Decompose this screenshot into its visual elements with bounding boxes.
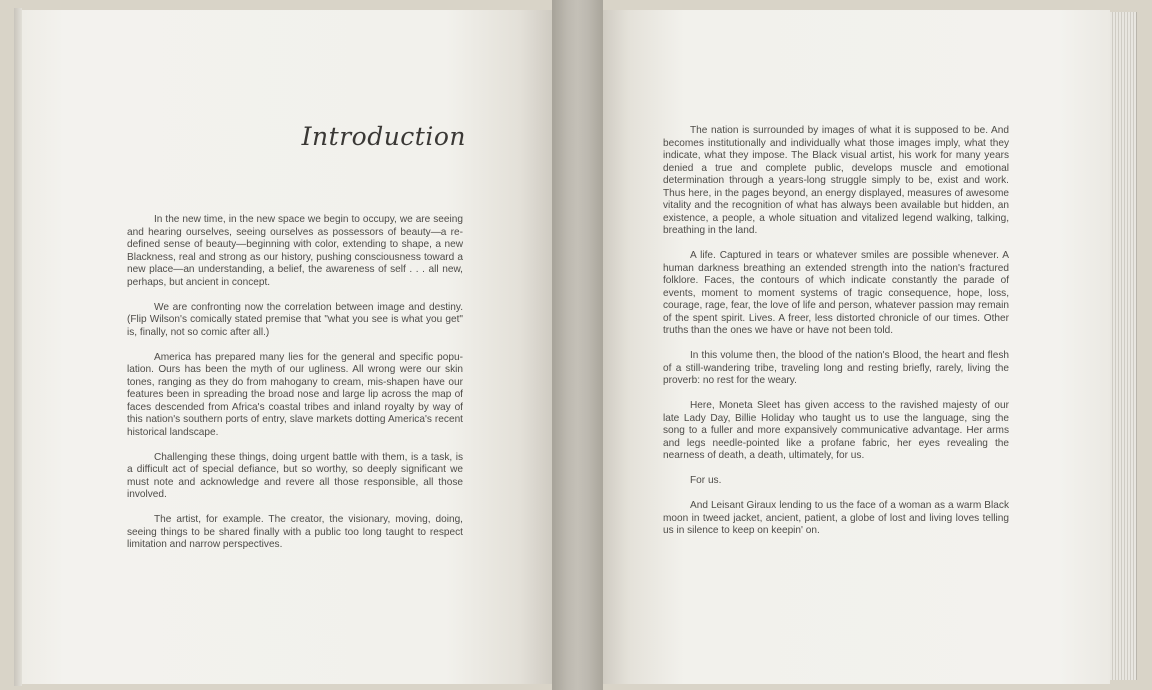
page-edge-stack (1110, 12, 1137, 680)
paragraph: In the new time, in the new space we begin to occupy, we are seeing and hearing ourselves, seeing ourselves as possessors of beauty—a re-defined sense of beauty—beginning with color, extending to shape, a new Blackness, real and strong as our history, pushing consciousness toward a new place—an understanding, a belief, the awareness of self . . . all new, perhaps, but ancient in concept. (127, 214, 463, 288)
left-page-edge (14, 8, 22, 686)
page-title: Introduction (301, 122, 466, 151)
paragraph: And Leisant Giraux lending to us the face of a woman as a warm Black moon in tweed jacket, ancient, patient, a globe of lost and living loves telling us in silence to keep on keepin' on. (663, 500, 1009, 536)
book-gutter (552, 0, 603, 690)
paragraph: In this volume then, the blood of the nation's Blood, the heart and flesh of a still-wandering tribe, traveling long and resting briefly, rarely, living the proverb: no rest for the weary. (663, 350, 1009, 386)
paragraph: We are confronting now the correlation between image and destiny. (Flip Wilson's comically stated premise that "what you see is what you get" is, finally, not so comic after all.) (127, 301, 463, 338)
paragraph: Here, Moneta Sleet has given access to the ravished majesty of our late Lady Day, Billie Holiday who taught us to use the language, sing the song to a fuller and more expansively communicative advantage. Her arms and legs needle-pointed like a profane fabric, her eyes revealing the nearness of death, a death, ultimately, for us. (663, 400, 1009, 461)
left-page-text (127, 214, 463, 552)
paragraph: The artist, for example. The creator, the visionary, moving, doing, seeing things to be shared finally with a public too long taught to respect limitation and narrow perspectives. (127, 514, 463, 550)
paragraph: For us. (690, 475, 722, 486)
right-page-text (663, 125, 1009, 538)
paragraph: The nation is surrounded by images of what it is supposed to be. And becomes institutionally and individually what those images imply, what they indicate, what they impose. The Black visual artist, his work for many years denied a true and complete public, develops muscle and emotional determination through a years-long struggle simply to be, exist and work. Thus here, in the pages beyond, an energy displayed, measures of awesome vitality and the recognition of what has always been available but hidden, an existence, a people, a whole situation and vitalized legend walking, talking, breathing in the land. (663, 125, 1009, 236)
paragraph: A life. Captured in tears or whatever smiles are possible whenever. A human darkness breathing an extended strength into the nation's fractured folklore. Faces, the contours of which indicate constantly the parade of events, moment to moment systems of tragic consequence, hope, loss, courage, rage, fear, the love of life and person, whatever passion may remain of the spent spirit. Lives. A freer, less distorted chronicle of our times. Other truths than the ones we have or have not been told. (663, 250, 1009, 336)
paragraph: America has prepared many lies for the general and specific population. Ours has been the myth of our ugliness. All wrong were our skin tones, ranging as they do from mahogany to cream, mis-shapen have our features been in spreading the broad nose and large lip across the map of faces descended from Africa's coastal tribes and inland royalty by way of this nation's southern ports of entry, slave markets dotting America's recent historical landscape. (127, 351, 463, 438)
paragraph: Challenging these things, doing urgent battle with them, is a task, is a difficult act of special defiance, but so worthy, so deeply significant we must note and acknowledge and revere all those responsible, all those involved. (127, 451, 463, 500)
